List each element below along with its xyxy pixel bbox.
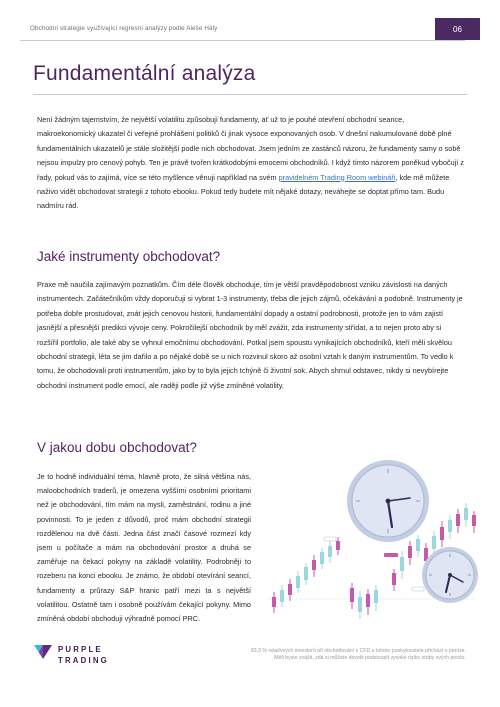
small-clock-icon [422, 547, 478, 603]
clock-icon [347, 460, 429, 542]
clocks-chart-illustration [262, 451, 482, 629]
purple-trading-logo [34, 644, 124, 678]
title-divider [33, 94, 467, 95]
logo-word-purple: PURPLE [58, 645, 103, 654]
logo-word-trading: TRADING [58, 656, 109, 665]
intro-text-before: Není žádným tajemstvím, že největší volatilitu způsobují fundamenty, ať už to je pouhé otevření obchodní seance, makroekonomický ukazatel či veřejné prohlášení politiků či jinak vysoce exponovaných osob. V dnešní nakumulované době plné fundamentálních ukazatelů je stále složitější podle nich obchodovat. Jsem jedním ze zastánců názoru, že fundamenty samy o sobě nejsou impulzy pro cenový pohyb. Ten je právě tvořen krátkodobými emocemi obchodníků. I když tímto názorem poněkud vybočují z řady, pokud vás to zajímá, více se této myšlence věnuji například na svém [37, 115, 464, 182]
risk-disclaimer [236, 648, 466, 663]
intro-paragraph [37, 113, 464, 214]
instruments-paragraph: Praxe mě naučila zajímavým poznatkům. Čím déle člověk obchoduje, tím je větší pravděpodobnost vzniku závislosti na daných instrumentech. Začátečníkům vždy doporučuji si vybrat 1-3 instrumenty, třeba dle jejich zájmů, očekávání a podobně. Instrumenty je potřeba dobře prostudovat, znát jejich cenovou historii, fundamentální dopady a ostatní podrobnosti, protože jen to vám zajistí jasnější a přesnější predikci vývoje ceny. Pokročilejší obchodník by měl zvážit, zda instrumenty střídat, a to nejen proto aby si rozšířil portfolio, ale také aby se vyhnul emočnímu obchodování. Potkal jsem spoustu vynikajících obchodníků, kteří měli skvělou obchodní strategii, léta se jim dařilo a po nějaké době se u nich rozvinul skoro až osobní vztah k daným instrumentům. To vedlo k tomu, že obchodovali proti instrumentům, jako by to byla jejich tchýně či životní sok. Abych shrnul odstavec, nikdy si nevybírejte obchodní instrument podle emocí, ale raději podle již výše zmíněné volatility. [37, 280, 463, 390]
page-header [20, 18, 465, 41]
disclaimer-line-1: 83,3 % retailových investorů při obchodování s CFD u tohoto poskytovatele přichází o peníze. [250, 648, 466, 654]
section-heading-timing: V jakou dobu obchodovat? [37, 440, 197, 455]
page-title: Fundamentální analýza [33, 62, 256, 85]
timing-paragraph: Je to hodně individuální téma, hlavně proto, že silná většina nás, maloobchodních traderů, je omezena vyššími osobními prioritami než je obchodování, tím mám na mysli, zaměstnání, rodinu a jiné povinnosti. To je jeden z důvodů, proč mám obchodní strategii rozdělenou na dvě části. Jedna část značí časové rozmezí kdy jsem u počítače a mám na obchodování prostor a druhá se zaměřuje na čekací pokyny na základě volatility. Podrobněji to rozeberu na konci ebooku. Je známo, že období otevírání seancí, fundamenty a průrazy S&P hranic patří mezi ta s největší volatilitou. Ostatně tam i osobně používám čekající pokyny. Mimo zmíněná období obchoduji výhradně pomocí PRC. [37, 472, 251, 624]
webinar-link[interactable]: pravidelném Trading Room webináři [278, 172, 396, 182]
section-heading-instruments: Jaké instrumenty obchodovat? [37, 249, 221, 264]
header-text: Obchodní strategie využívající regresní analýzy podle Aleše Hály [30, 25, 218, 32]
logo-mark-icon [34, 645, 52, 661]
disclaimer-line-2: Měli byste zvážit, zda si můžete dovolit podstoupit vysoké riziko ztráty svých peněz. [274, 655, 466, 662]
page-number-badge: 06 [435, 18, 480, 40]
intro-text-after: , kde mě můžete naživo vidět obchodovat strategii z tohoto ebooku. Pokud tedy budete mít nějaké dotazy, neváhejte se doptat přímo tam. Budu nadmíru rád. [37, 172, 450, 211]
